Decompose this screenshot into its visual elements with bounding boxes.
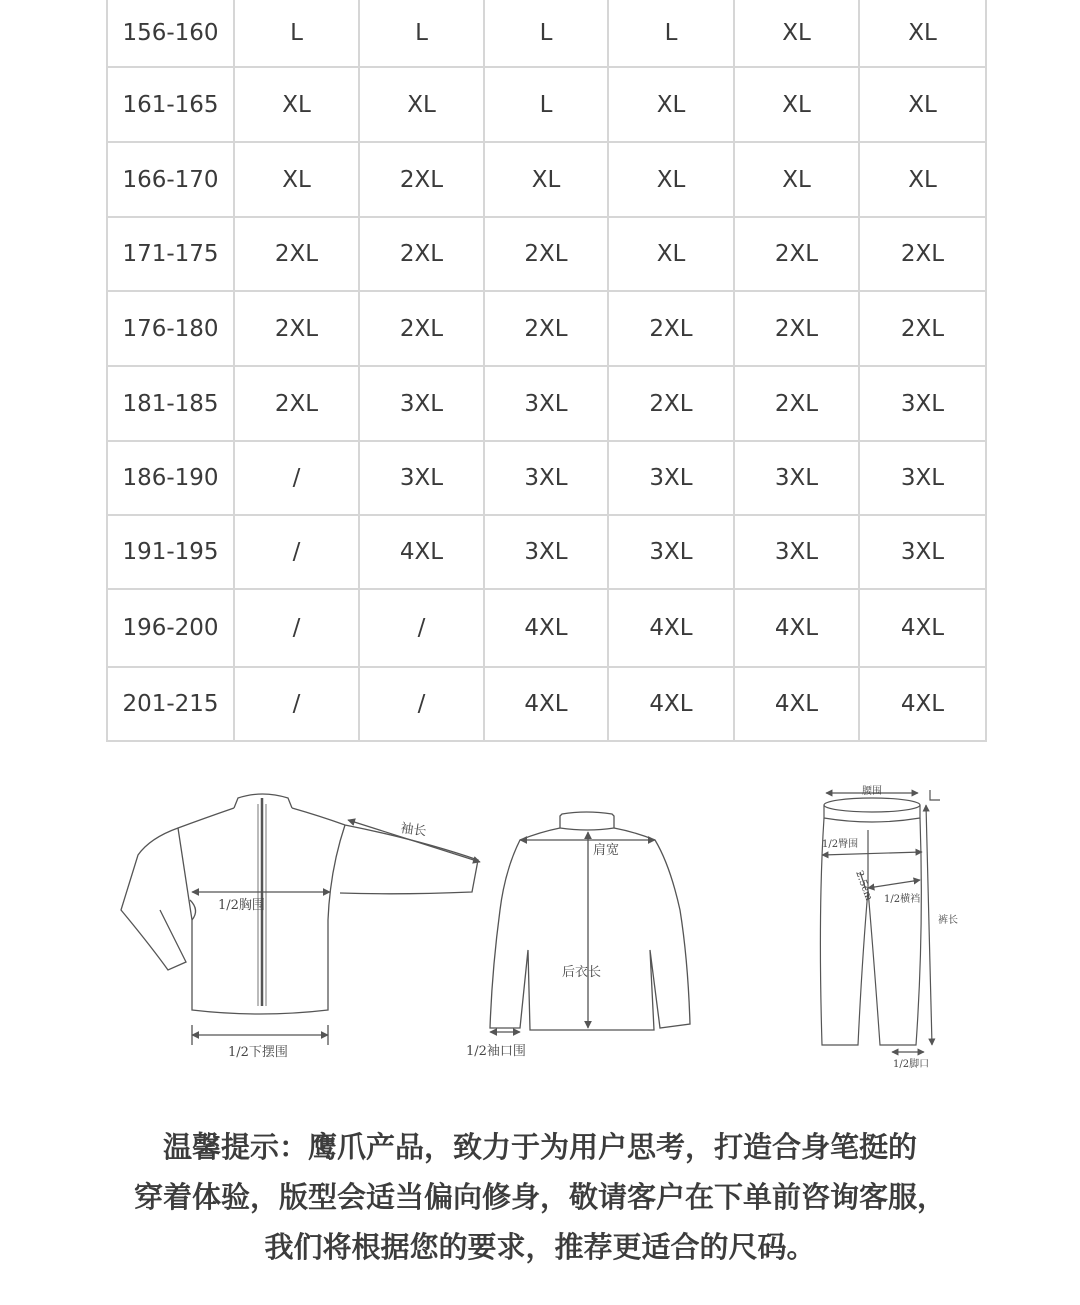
size-cell: 2XL bbox=[484, 291, 608, 366]
size-cell: 3XL bbox=[608, 515, 734, 589]
size-cell: 4XL bbox=[359, 515, 484, 589]
size-cell: L bbox=[359, 0, 484, 67]
size-cell: 4XL bbox=[859, 589, 986, 667]
size-cell: XL bbox=[734, 0, 859, 67]
table-row bbox=[107, 0, 986, 67]
pants-length-label: 裤长 bbox=[938, 915, 958, 926]
half-chest-label: 1/2胸围 bbox=[218, 898, 265, 913]
size-cell: 3XL bbox=[859, 515, 986, 589]
size-cell: 3XL bbox=[608, 441, 734, 515]
size-cell: XL bbox=[608, 142, 734, 217]
height-range-cell: 191-195 bbox=[107, 515, 234, 589]
size-cell: 2XL bbox=[359, 217, 484, 291]
notice-line-3: 我们将根据您的要求，推荐更适合的尺码。 bbox=[264, 1230, 816, 1264]
height-range-cell: 176-180 bbox=[107, 291, 234, 366]
size-cell: 2XL bbox=[234, 366, 359, 441]
size-cell: XL bbox=[734, 67, 859, 142]
table-row bbox=[107, 366, 986, 441]
table-row bbox=[107, 667, 986, 741]
size-cell: 2XL bbox=[734, 366, 859, 441]
half-hem-label: 1/2下摆围 bbox=[228, 1045, 288, 1060]
jacket-back-drawing bbox=[490, 812, 690, 1032]
half-leg-opening-label: 1/2脚口 bbox=[893, 1059, 930, 1070]
size-cell: 2XL bbox=[859, 291, 986, 366]
size-cell: 3XL bbox=[859, 366, 986, 441]
size-cell: 4XL bbox=[608, 589, 734, 667]
table-row bbox=[107, 142, 986, 217]
size-cell: 3XL bbox=[734, 441, 859, 515]
size-cell: XL bbox=[234, 142, 359, 217]
height-range-cell: 186-190 bbox=[107, 441, 234, 515]
size-table bbox=[106, 0, 987, 742]
back-length-label: 后衣长 bbox=[562, 965, 602, 980]
size-table-body bbox=[107, 0, 986, 741]
size-measurement-diagram bbox=[0, 760, 1080, 1090]
size-cell: 4XL bbox=[859, 667, 986, 741]
size-cell: 3XL bbox=[359, 366, 484, 441]
crotch-offset-label: 2.5cm bbox=[853, 869, 875, 903]
sleeve-length-label: 袖长 bbox=[399, 821, 428, 840]
size-cell: / bbox=[234, 515, 359, 589]
size-cell: 2XL bbox=[608, 366, 734, 441]
size-cell: L bbox=[234, 0, 359, 67]
size-cell: XL bbox=[859, 0, 986, 67]
size-cell: / bbox=[359, 667, 484, 741]
size-cell: 3XL bbox=[359, 441, 484, 515]
size-cell: 2XL bbox=[734, 291, 859, 366]
half-hip-label: 1/2臀围 bbox=[822, 839, 859, 850]
height-range-cell: 201-215 bbox=[107, 667, 234, 741]
notice-line-2: 穿着体验，版型会适当偏向修身，敬请客户在下单前咨询客服， bbox=[133, 1180, 946, 1214]
size-cell: L bbox=[484, 0, 608, 67]
size-cell: 2XL bbox=[859, 217, 986, 291]
height-range-cell: 181-185 bbox=[107, 366, 234, 441]
half-crotch-label: 1/2横裆 bbox=[884, 894, 921, 905]
waist-label: 腰围 bbox=[862, 786, 882, 797]
size-cell: XL bbox=[734, 142, 859, 217]
size-cell: XL bbox=[608, 67, 734, 142]
height-range-cell: 171-175 bbox=[107, 217, 234, 291]
size-cell: 4XL bbox=[484, 667, 608, 741]
size-cell: 3XL bbox=[734, 515, 859, 589]
size-cell: L bbox=[484, 67, 608, 142]
size-cell: 3XL bbox=[484, 441, 608, 515]
pants-drawing bbox=[820, 790, 940, 1052]
table-row bbox=[107, 441, 986, 515]
size-cell: XL bbox=[234, 67, 359, 142]
table-row bbox=[107, 589, 986, 667]
size-cell: 2XL bbox=[734, 217, 859, 291]
size-cell: 2XL bbox=[234, 291, 359, 366]
size-cell: 3XL bbox=[484, 366, 608, 441]
height-range-cell: 166-170 bbox=[107, 142, 234, 217]
size-cell: 2XL bbox=[484, 217, 608, 291]
notice-line-1: 温馨提示：鹰爪产品，致力于为用户思考，打造合身笔挺的 bbox=[162, 1130, 917, 1164]
size-cell: L bbox=[608, 0, 734, 67]
table-row bbox=[107, 515, 986, 589]
size-cell: / bbox=[234, 589, 359, 667]
notice bbox=[90, 1122, 990, 1272]
size-cell: 2XL bbox=[234, 217, 359, 291]
size-cell: 2XL bbox=[608, 291, 734, 366]
size-cell: XL bbox=[859, 67, 986, 142]
size-cell: 4XL bbox=[734, 667, 859, 741]
size-cell: XL bbox=[608, 217, 734, 291]
size-cell: XL bbox=[859, 142, 986, 217]
half-cuff-label: 1/2袖口围 bbox=[466, 1044, 526, 1059]
table-row bbox=[107, 67, 986, 142]
size-cell: 4XL bbox=[734, 589, 859, 667]
shoulder-width-label: 肩宽 bbox=[593, 843, 620, 858]
size-cell: 2XL bbox=[359, 142, 484, 217]
table-row bbox=[107, 217, 986, 291]
size-cell: XL bbox=[359, 67, 484, 142]
size-cell: 3XL bbox=[484, 515, 608, 589]
size-cell: / bbox=[234, 667, 359, 741]
height-range-cell: 161-165 bbox=[107, 67, 234, 142]
size-cell: 4XL bbox=[484, 589, 608, 667]
size-cell: / bbox=[234, 441, 359, 515]
size-cell: 2XL bbox=[359, 291, 484, 366]
height-range-cell: 196-200 bbox=[107, 589, 234, 667]
size-cell: XL bbox=[484, 142, 608, 217]
size-cell: / bbox=[359, 589, 484, 667]
height-range-cell: 156-160 bbox=[107, 0, 234, 67]
table-row bbox=[107, 291, 986, 366]
size-cell: 3XL bbox=[859, 441, 986, 515]
size-cell: 4XL bbox=[608, 667, 734, 741]
